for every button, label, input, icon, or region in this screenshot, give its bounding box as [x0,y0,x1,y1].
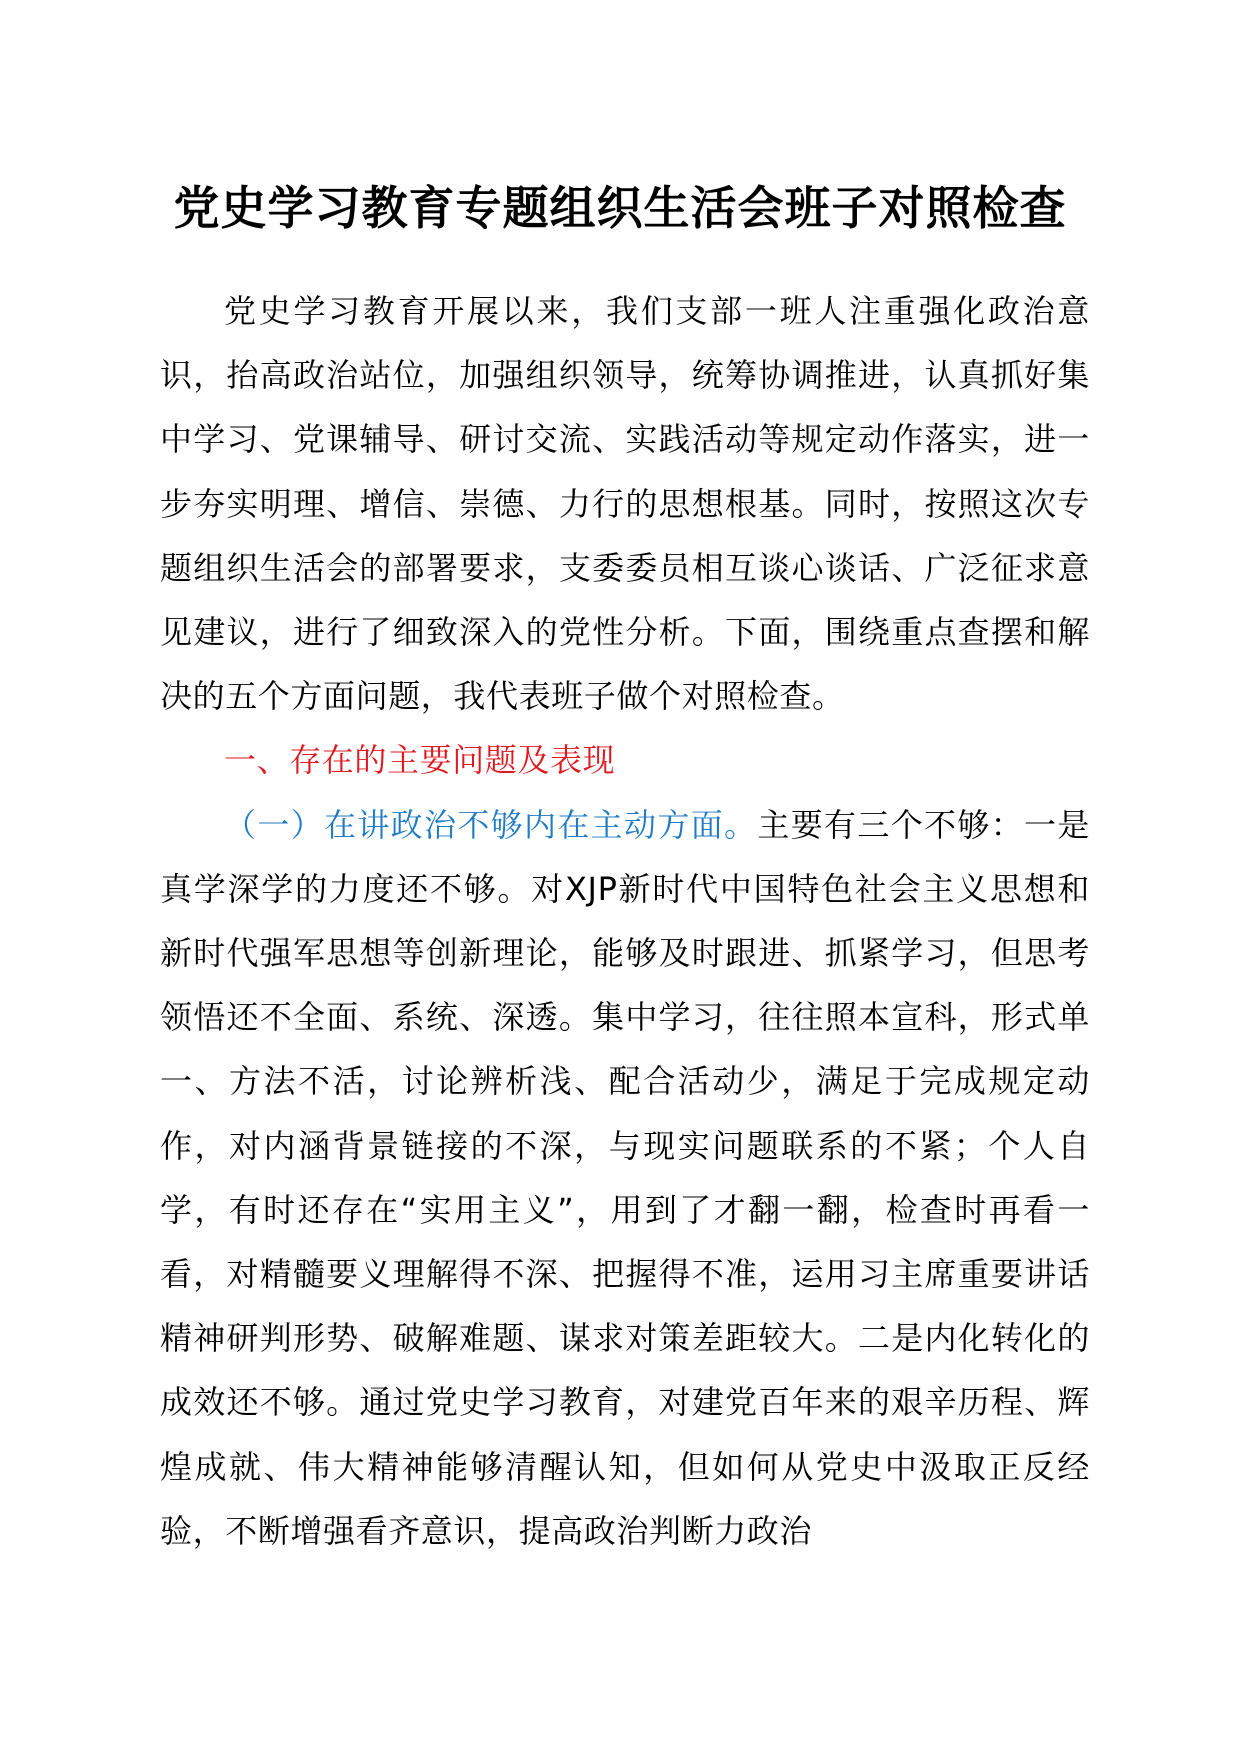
document-title: 党史学习教育专题组织生活会班子对照检查 [173,181,1067,235]
intro-paragraph: 党史学习教育开展以来，我们支部一班人注重强化政治意识，抬高政治站位，加强组织领导，统筹协调推进，认真抓好集中学习、党课辅导、研讨交流、实践活动等规定动作落实，进一步夯实明理、增信、崇德、力行的思想根基。同时，按照这次专题组织生活会的部署要求，支委委员相互谈心谈话、广泛征求意见建议，进行了细致深入的党性分析。下面，围绕重点查摆和解决的五个方面问题，我代表班子做个对照检查。 [160,292,1090,716]
section-heading [160,728,1090,792]
subsection-1-text: 主要有三个不够：一是真学深学的力度还不够。对XJP新时代中国特色社会主义思想和新时代强军思想等创新理论，能够及时跟进、抓紧学习，但思考领悟还不全面、系统、深透。集中学习，往往照本宣科，形式单一、方法不活，讨论辨析浅、配合活动少，满足于完成规定动作，对内涵背景链接的不深，与现实问题联系的不紧；个人自学，有时还存在“实用主义”，用到了才翻一翻，检查时再看一看，对精髓要义理解得不深、把握得不准，运用习主席重要讲话精神研判形势、破解难题、谋求对策差距较大。二是内化转化的成效还不够。通过党史学习教育，对建党百年来的艰辛历程、辉煌成就、伟大精神能够清醒认知，但如何从党史中汲取正反经验，不断增强看齐意识，提高政治判断力政治 [160,805,1090,1550]
subsection-1-heading: （一）在讲政治不够内在主动方面。 [224,805,758,844]
section-1-heading: 一、存在的主要问题及表现 [224,741,616,780]
subsection-paragraph [160,793,1090,1563]
document-body [160,279,1090,1563]
